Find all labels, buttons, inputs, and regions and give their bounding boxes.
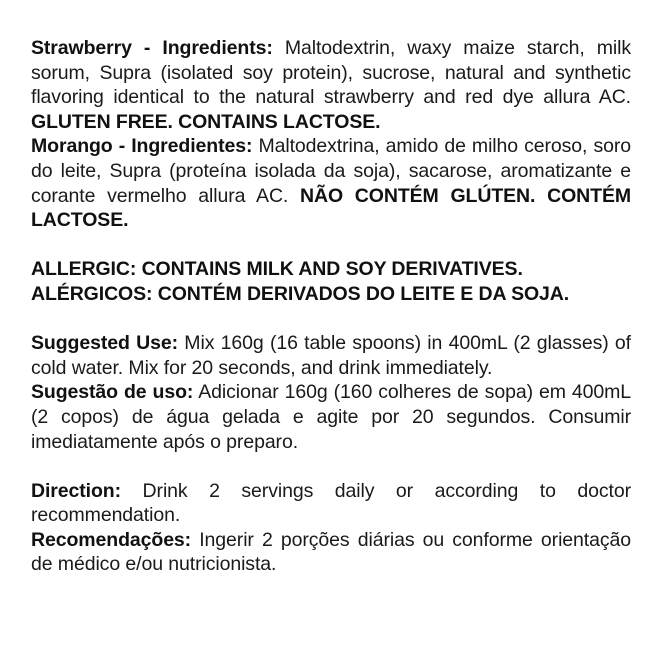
direction-en-text: Drink 2 servings daily or according to doctor recommendation. [31,479,631,527]
spacer [31,307,631,332]
spacer [31,233,631,258]
ingredients-pt-paragraph [31,134,631,232]
direction-pt-paragraph [31,528,631,577]
suggested-use-pt-label: Sugestão de uso: [31,381,194,404]
direction-en-label: Direction: [31,479,122,502]
suggested-use-en-paragraph [31,331,631,380]
direction-en-paragraph [31,479,631,528]
suggested-use-pt-paragraph [31,380,631,454]
ingredients-en-paragraph [31,36,631,134]
direction-pt-label: Recomendações: [31,528,192,551]
label-text-document [31,36,631,577]
allergic-pt [31,282,631,307]
allergic-en-text: ALLERGIC: CONTAINS MILK AND SOY DERIVATIVES. [31,258,523,281]
spacer [31,454,631,479]
ingredients-en-warning: GLUTEN FREE. CONTAINS LACTOSE. [31,110,381,133]
suggested-use-pt-text: Adicionar 160g (160 colheres de sopa) em 400mL (2 copos) de água gelada e agite por 20 segundos. Consumir imediatamente após o preparo. [31,381,631,453]
ingredients-pt-text: Maltodextrina, amido de milho ceroso, soro do leite, Supra (proteína isolada da soja), sacarose, aromatizante e corante vermelho allura AC. [31,135,631,207]
ingredients-en-label: Strawberry - Ingredients: [31,37,273,59]
allergic-en [31,257,631,282]
ingredients-en-text: Maltodextrin, waxy maize starch, milk sorum, Supra (isolated soy protein), sucrose, natural and synthetic flavoring identical to the natural strawberry and red dye allura AC. [31,37,631,109]
ingredients-pt-label: Morango - Ingredientes: [31,135,253,158]
allergic-pt-text: ALÉRGICOS: CONTÉM DERIVADOS DO LEITE E DA SOJA. [31,282,570,305]
suggested-use-en-text: Mix 160g (16 table spoons) in 400mL (2 glasses) of cold water. Mix for 20 seconds, and drink immediately. [31,332,631,379]
direction-pt-text: Ingerir 2 porções diárias ou conforme orientação de médico e/ou nutricionista. [31,528,631,576]
suggested-use-en-label: Suggested Use: [31,332,178,355]
ingredients-pt-warning: NÃO CONTÉM GLÚTEN. CONTÉM LACTOSE. [31,184,631,232]
